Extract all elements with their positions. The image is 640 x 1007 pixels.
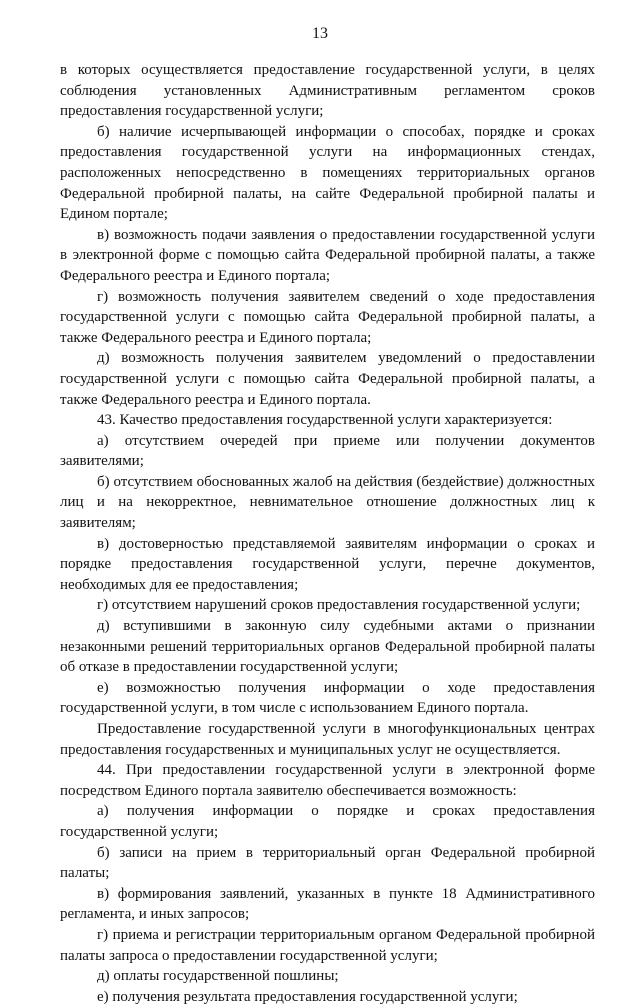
paragraph-44-b: б) записи на прием в территориальный орган Федеральной пробирной палаты; xyxy=(60,844,595,882)
paragraph-44-e: е) получения результата предоставления государственной услуги; xyxy=(97,988,518,1005)
paragraph-44-a: а) получения информации о порядке и сроках предоставления государственной услуги; xyxy=(60,803,595,840)
paragraph-43-heading: 43. Качество предоставления государственной услуги характеризуется: xyxy=(97,412,553,429)
paragraph-mfc-note: Предоставление государственной услуги в многофункциональных центрах предоставления государственных и муниципальных услуг не осуществляется. xyxy=(60,721,595,758)
paragraph-44-heading: 44. При предоставлении государственной услуги в электронной форме посредством Единого портала заявителю обеспечивается возможность: xyxy=(60,762,595,799)
paragraph-44-v: в) формирования заявлений, указанных в пункте 18 Административного регламента, и иных запросов; xyxy=(60,885,595,923)
paragraph-item-b: б) наличие исчерпывающей информации о способах, порядке и сроках предоставления государственной услуги на информационных стендах, расположенных непосредственно в помещениях территориальных органов Федеральной пробирной палаты, на сайте Федеральной пробирной палаты и Едином портале; xyxy=(60,123,595,223)
paragraph-43-v: в) достоверностью представляемой заявителям информации о сроках и порядке предоставления государственной услуги, перечне документов, необходимых для ее предоставления; xyxy=(60,535,595,593)
paragraph-item-d: д) возможность получения заявителем уведомлений о предоставлении государственной услуги с помощью сайта Федеральной пробирной палаты, а также Федерального реестра и Единого портала. xyxy=(60,350,595,408)
paragraph-44-d: д) оплаты государственной пошлины; xyxy=(97,968,339,985)
paragraph-item-v: в) возможность подачи заявления о предоставлении государственной услуги в электронной форме с помощью сайта Федеральной пробирной палаты, а также Федерального реестра и Единого портала; xyxy=(60,226,595,284)
document-body xyxy=(60,60,595,1007)
paragraph-43-b: б) отсутствием обоснованных жалоб на действия (бездействие) должностных лиц и на некорректное, невнимательное отношение должностных лиц к заявителям; xyxy=(60,473,595,532)
paragraph-43-g: г) отсутствием нарушений сроков предоставления государственной услуги; xyxy=(97,597,581,614)
paragraph-43-d: д) вступившими в законную силу судебными актами о признании незаконными решений территориальных органов Федеральной пробирной палаты об отказе в предоставлении государственной услуги; xyxy=(60,618,595,676)
paragraph-44-g: г) приема и регистрации территориальным органом Федеральной пробирной палаты запроса о предоставлении государственной услуги; xyxy=(60,926,595,964)
paragraph-43-a: а) отсутствием очередей при приеме или получении документов заявителями; xyxy=(60,432,595,470)
paragraph-43-e: е) возможностью получения информации о ходе предоставления государственной услуги, в том числе с использованием Единого портала. xyxy=(60,679,595,717)
paragraph-continuation: в которых осуществляется предоставление государственной услуги, в целях соблюдения установленных Административным регламентом сроков предоставления государственной услуги; xyxy=(60,62,595,120)
page-number: 13 xyxy=(312,25,328,42)
paragraph-item-g: г) возможность получения заявителем сведений о ходе предоставления государственной услуги с помощью сайта Федеральной пробирной палаты, а также Федерального реестра и Единого портала; xyxy=(60,288,595,346)
